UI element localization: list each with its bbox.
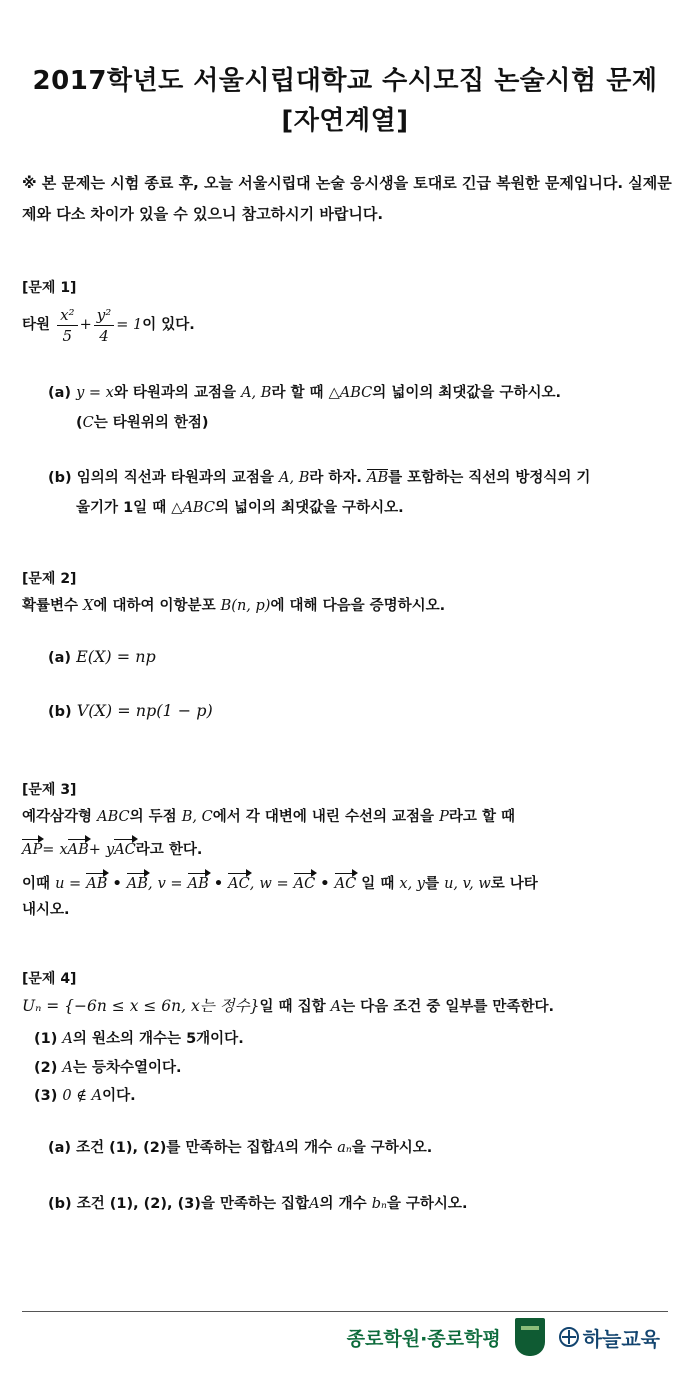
problem3-line2: AP= xAB+ yAC라고 한다. bbox=[22, 842, 203, 858]
vector-ab: AB bbox=[67, 842, 89, 858]
problem2-part-b: (b) V(X) = np(1 − p) bbox=[48, 701, 213, 720]
problem4-part-a: (a) 조건 (1), (2)를 만족하는 집합A의 개수 aₙ을 구하시오. bbox=[48, 1140, 433, 1156]
footer bbox=[347, 1318, 660, 1356]
problem2-part-a: (a) E(X) = np bbox=[48, 647, 156, 666]
problem4-condition-1: (1) A의 원소의 개수는 5개이다. bbox=[34, 1031, 244, 1047]
problem4-part-b: (b) 조건 (1), (2), (3)을 만족하는 집합A의 개수 bₙ을 구하시오. bbox=[48, 1196, 468, 1212]
page-subtitle: [자연계열] bbox=[281, 106, 409, 136]
problem1-part-a: (a) y = x와 타원과의 교점을 A, B라 할 때 △ABC의 넓이의 최댓값을 구하시오. bbox=[48, 385, 562, 401]
vector-ap: AP bbox=[22, 842, 43, 858]
problem4-intro: Uₙ = {−6n ≤ x ≤ 6n, x는 정수}일 때 집합 A는 다음 조건 중 일부를 만족한다. bbox=[22, 997, 554, 1015]
fraction-x: $\frac{\text{x²}}{5}$ bbox=[57, 305, 77, 346]
shield-logo-icon bbox=[515, 1318, 545, 1356]
problem4-condition-3: (3) 0 ∉ A이다. bbox=[34, 1088, 136, 1104]
brand-jongro: 종로학원·종로학평 bbox=[346, 1327, 501, 1350]
problem1-label: [문제 1] bbox=[22, 280, 77, 296]
problem1-part-b: (b) 임의의 직선과 타원과의 교점을 A, B라 하자. AB를 포함하는 직선의 방정식의 기 bbox=[48, 470, 591, 486]
vector-ac: AC bbox=[114, 842, 136, 858]
problem2-intro: 확률변수 X에 대하여 이항분포 B(n, p)에 대해 다음을 증명하시오. bbox=[22, 598, 446, 614]
notice-text: ※ 본 문제는 시험 종료 후, 오늘 서울시립대 논술 응시생을 토대로 긴급 복원한 문제입니다. 실제문제와 다소 차이가 있을 수 있으니 참고하시기 바랍니다. bbox=[22, 174, 672, 223]
problem4-condition-2: (2) A는 등차수열이다. bbox=[34, 1060, 182, 1076]
problem1-part-b-cont: 울기가 1일 때 △ABC의 넓이의 최댓값을 구하시오. bbox=[76, 500, 404, 516]
problem3-label: [문제 3] bbox=[22, 782, 77, 798]
problem3-line4: 내시오. bbox=[22, 902, 70, 918]
problem3-line3: 이때 u = AB • AB, v = AB • AC, w = AC • AC 일 때 x, y를 u, v, w로 나타 bbox=[22, 876, 538, 892]
cross-circle-logo-icon bbox=[559, 1327, 579, 1347]
segment-ab: AB bbox=[367, 470, 389, 486]
problem1-intro: 타원 $\frac{\text{x²}}{5}$ + $\frac{\text{y²}}{4}$ = 1이 있다. bbox=[22, 305, 195, 345]
fraction-y: $\frac{\text{y²}}{4}$ bbox=[94, 305, 115, 346]
brand-haneul: 하늘교육 bbox=[559, 1323, 660, 1352]
page-title: 2017학년도 서울시립대학교 수시모집 논술시험 문제 bbox=[32, 66, 658, 96]
problem3-line1: 예각삼각형 ABC의 두점 B, C에서 각 대변에 내린 수선의 교점을 P라고 할 때 bbox=[22, 809, 516, 825]
problem1-part-a-note: (C는 타원위의 한점) bbox=[76, 415, 209, 431]
problem2-label: [문제 2] bbox=[22, 571, 77, 587]
footer-divider bbox=[22, 1311, 668, 1312]
problem4-label: [문제 4] bbox=[22, 971, 77, 987]
